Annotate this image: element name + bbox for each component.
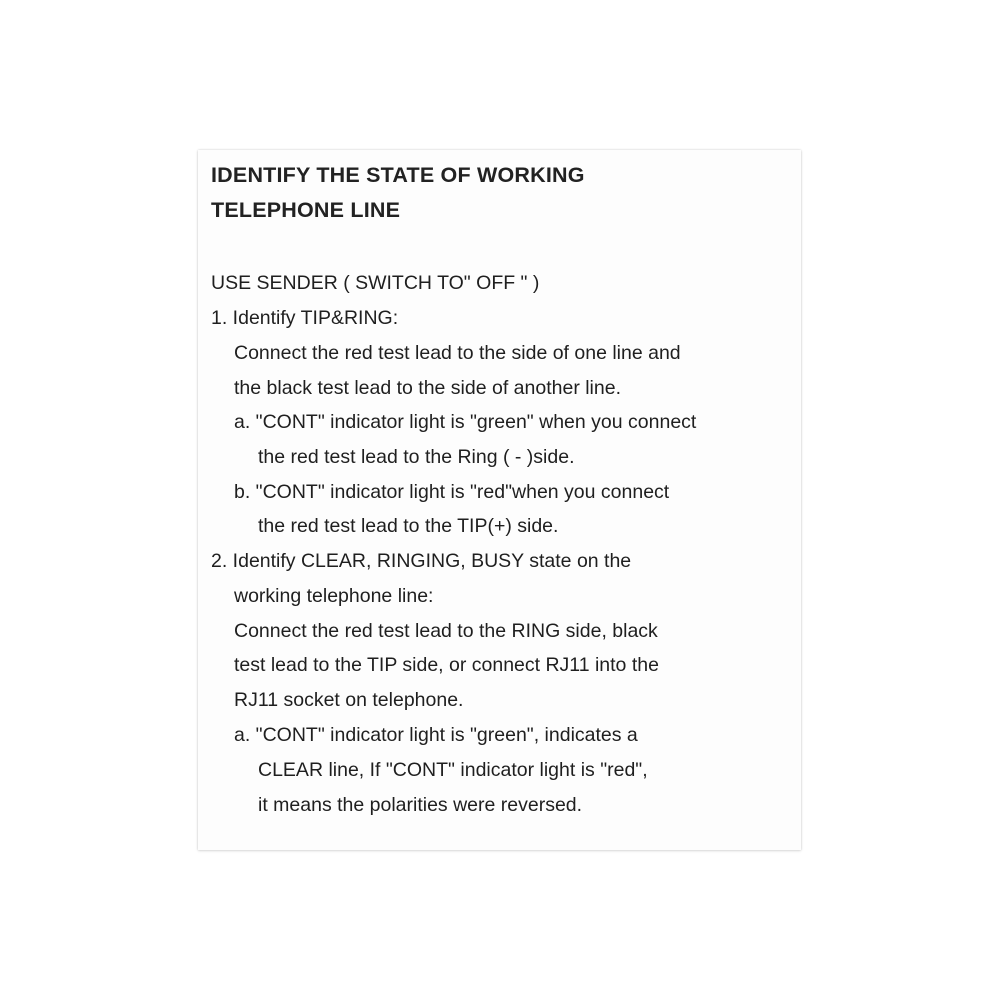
step-1b-line-2: the red test lead to the TIP(+) side. [258,515,559,537]
step-1-text-line-2: the black test lead to the side of another line. [234,377,622,399]
step-2-text-line-3: RJ11 socket on telephone. [234,689,464,711]
step-2a-line-1: a. "CONT" indicator light is "green", indicates a [234,724,638,746]
sender-instruction: USE SENDER ( SWITCH TO" OFF " ) [211,272,540,294]
step-2-text-line-2: test lead to the TIP side, or connect RJ11 into the [234,654,659,676]
title-line-1: IDENTIFY THE STATE OF WORKING [211,163,585,187]
step-1a-line-2: the red test lead to the Ring ( - )side. [258,446,575,468]
step-2-text-line-1: Connect the red test lead to the RING side, black [234,620,658,642]
instruction-sheet [198,150,801,850]
step-2-heading-line-1: 2. Identify CLEAR, RINGING, BUSY state on the [211,550,632,572]
step-2-heading-line-2: working telephone line: [234,585,434,607]
step-1-text-line-1: Connect the red test lead to the side of one line and [234,342,681,364]
document-title [211,158,585,228]
step-1a-line-1: a. "CONT" indicator light is "green" when you connect [234,411,697,433]
step-2a-line-3: it means the polarities were reversed. [258,794,583,816]
step-1-heading: 1. Identify TIP&RING: [211,307,399,329]
title-line-2: TELEPHONE LINE [211,198,401,222]
step-1b-line-1: b. "CONT" indicator light is "red"when you connect [234,481,670,503]
step-2a-line-2: CLEAR line, If "CONT" indicator light is "red", [258,759,648,781]
